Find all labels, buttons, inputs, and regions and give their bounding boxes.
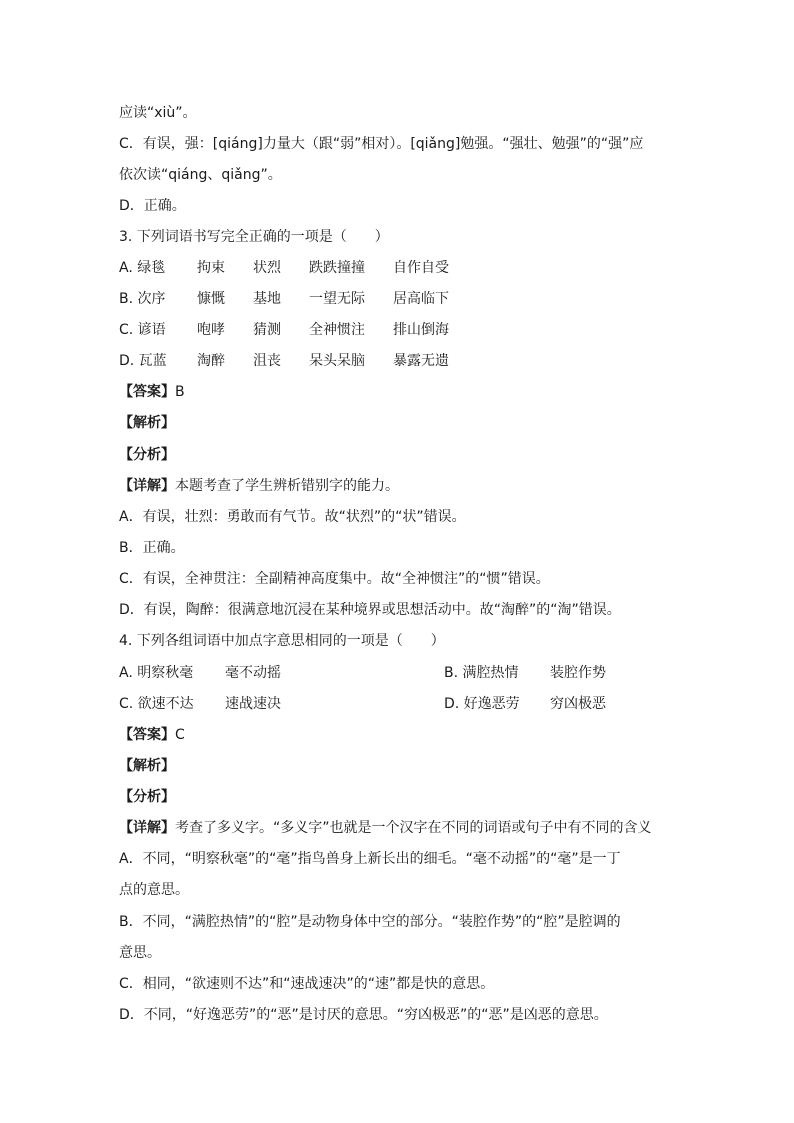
q3-option-c [119,321,449,339]
option-word: 慷慨 [197,291,225,307]
q3-option-b [119,290,449,308]
text-line: D．正确。 [119,198,186,214]
option-word: 猜测 [253,322,281,338]
option-word: 速战速决 [225,696,281,712]
option-label: B. 满腔热情 [444,665,519,681]
q3-jiexi-tag: 【解析】 [119,415,175,431]
answer-tag: 【答案】 [119,727,175,743]
q4-expl-b: B．不同，“满腔热情”的“腔”是动物身体中空的部分。“装腔作势”的“腔”是腔调的 [119,914,621,930]
q3-expl-b: B．正确。 [119,540,185,556]
question-3-title: 3. 下列词语书写完全正确的一项是（ ） [119,229,389,245]
option-word: 呆头呆脑 [309,353,365,369]
q4-expl-a-cont: 点的意思。 [119,882,189,898]
option-label: B. 次序 [119,291,166,307]
q4-option-d [444,695,606,713]
detail-text: 考查了多义字。“多义字”也就是一个汉字在不同的词语或句子中有不同的含义 [175,820,652,836]
detail-tag: 【详解】 [119,478,175,494]
q3-expl-d: D．有误，陶醉：很满意地沉浸在某种境界或思想活动中。故“淘醉”的“淘”错误。 [119,602,621,618]
q4-expl-b-cont: 意思。 [119,945,161,961]
question-4-title: 4. 下列各组词语中加点字意思相同的一项是（ ） [119,633,445,649]
q4-detail [119,819,652,837]
detail-text: 本题考查了学生辨析错别字的能力。 [175,478,399,494]
option-word: 排山倒海 [393,322,449,338]
option-label: A. 绿毯 [119,260,166,276]
option-label: D. 瓦蓝 [119,353,167,369]
option-word: 基地 [253,291,281,307]
q4-answer [119,726,185,744]
answer-tag: 【答案】 [119,384,175,400]
q4-option-a [119,664,281,682]
option-word: 沮丧 [253,353,281,369]
option-word: 毫不动摇 [225,665,281,681]
q4-option-c [119,695,281,713]
answer-value: B [175,384,185,400]
q4-expl-d: D．不同，“好逸恶劳”的“恶”是讨厌的意思。“穷凶极恶”的“恶”是凶恶的意思。 [119,1007,608,1023]
option-label: A. 明察秋毫 [119,665,194,681]
option-word: 装腔作势 [550,665,606,681]
q3-expl-a: A．有误，壮烈：勇敢而有气节。故“状烈”的“状”错误。 [119,509,466,525]
option-word: 穷凶极恶 [550,696,606,712]
q4-jiexi-tag: 【解析】 [119,758,175,774]
q3-fenxi-tag: 【分析】 [119,447,175,463]
text-line: 应读“xiù”。 [119,105,197,121]
option-word: 全神惯注 [309,322,365,338]
option-word: 居高临下 [393,291,449,307]
q3-option-a [119,259,449,277]
q3-expl-c: C．有误，全神贯注：全副精神高度集中。故“全神惯注”的“惯”错误。 [119,571,550,587]
option-word: 拘束 [197,260,225,276]
option-label: D. 好逸恶劳 [444,696,520,712]
option-word: 淘醉 [197,353,225,369]
detail-tag: 【详解】 [119,820,175,836]
q4-fenxi-tag: 【分析】 [119,789,175,805]
option-label: C. 谚语 [119,322,166,338]
option-word: 跌跌撞撞 [309,260,365,276]
option-word: 自作自受 [393,260,449,276]
q4-expl-c: C．相同，“欲速则不达”和“速战速决”的“速”都是快的意思。 [119,976,495,992]
q3-detail [119,477,399,495]
q4-expl-a: A．不同，“明察秋毫”的“毫”指鸟兽身上新长出的细毛。“毫不动摇”的“毫”是一丁 [119,851,621,867]
option-word: 状烈 [253,260,281,276]
option-word: 咆哮 [197,322,225,338]
text-line: C．有误，强：[qiáng]力量大（跟“弱”相对）。[qiǎng]勉强。“强壮、勉强”的“强”应 [119,136,644,152]
text-line: 依次读“qiáng、qiǎng”。 [119,167,282,183]
q3-answer [119,383,185,401]
option-word: 一望无际 [309,291,365,307]
option-label: C. 欲速不达 [119,696,194,712]
q4-option-b [444,664,606,682]
answer-value: C [175,727,185,743]
q3-option-d [119,352,449,370]
option-word: 暴露无遗 [393,353,449,369]
